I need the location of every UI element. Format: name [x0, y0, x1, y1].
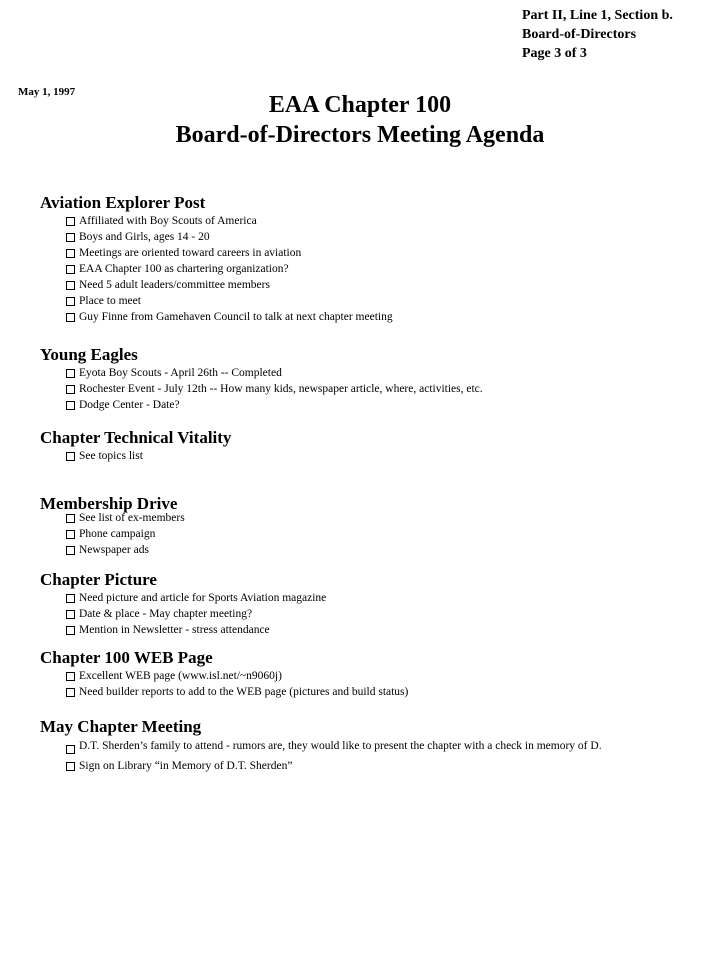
section-membership-drive	[40, 494, 700, 558]
list-item: Date & place - May chapter meeting?	[66, 606, 700, 622]
checkbox-icon	[66, 745, 75, 754]
checkbox-icon	[66, 233, 75, 242]
section-heading: Chapter Technical Vitality	[40, 428, 232, 447]
header-board-label: Board-of-Directors	[522, 27, 637, 42]
checkbox-icon	[66, 297, 75, 306]
checkbox-icon	[66, 313, 75, 322]
list-item: See list of ex-members	[66, 510, 700, 526]
checkbox-icon	[66, 762, 75, 771]
document-date: May 1, 1997	[18, 86, 76, 98]
section-chapter-technical-vitality	[40, 428, 700, 464]
list-item: Phone campaign	[66, 526, 700, 542]
list-item: Affiliated with Boy Scouts of America	[66, 213, 700, 229]
checkbox-icon	[66, 610, 75, 619]
item-list	[40, 668, 700, 700]
checkbox-icon	[66, 385, 75, 394]
checkbox-icon	[66, 514, 75, 523]
page-header-block	[522, 6, 673, 63]
list-item: Mention in Newsletter - stress attendance	[66, 622, 700, 638]
list-item: D.T. Sherden’s family to attend - rumors are, they would like to present the chapter with a check in memory of D.	[66, 741, 700, 752]
section-heading: Chapter 100 WEB Page	[40, 648, 213, 667]
item-list	[40, 590, 700, 638]
list-item: Meetings are oriented toward careers in aviation	[66, 245, 700, 261]
section-heading: Chapter Picture	[40, 570, 157, 589]
checkbox-icon	[66, 452, 75, 461]
checkbox-icon	[66, 672, 75, 681]
checkbox-icon	[66, 369, 75, 378]
section-aviation-explorer-post	[40, 193, 700, 325]
item-list	[40, 741, 700, 774]
list-item: Eyota Boy Scouts - April 26th -- Completed	[66, 365, 700, 381]
checkbox-icon	[66, 265, 75, 274]
checkbox-icon	[66, 594, 75, 603]
list-item: EAA Chapter 100 as chartering organization?	[66, 261, 700, 277]
checkbox-icon	[66, 626, 75, 635]
section-heading: May Chapter Meeting	[40, 717, 202, 736]
item-list	[40, 510, 700, 558]
list-item: Sign on Library “in Memory of D.T. Sherden”	[66, 758, 700, 774]
header-page-number: Page 3 of 3	[522, 46, 587, 61]
item-list	[40, 365, 700, 413]
section-heading: Young Eagles	[40, 345, 138, 364]
title-agenda: Board-of-Directors Meeting Agenda	[175, 122, 545, 148]
list-item: Rochester Event - July 12th -- How many kids, newspaper article, where, activities, etc.	[66, 381, 700, 397]
section-may-chapter-meeting	[40, 717, 700, 774]
document-title	[0, 90, 720, 150]
title-chapter: EAA Chapter 100	[268, 92, 452, 118]
list-item: Boys and Girls, ages 14 - 20	[66, 229, 700, 245]
list-item: Newspaper ads	[66, 542, 700, 558]
list-item: Need builder reports to add to the WEB page (pictures and build status)	[66, 684, 700, 700]
list-item: Excellent WEB page (www.isl.net/~n9060j)	[66, 668, 700, 684]
section-chapter-picture	[40, 570, 700, 638]
section-heading: Aviation Explorer Post	[40, 193, 206, 212]
section-chapter-web-page	[40, 648, 700, 700]
list-item: Guy Finne from Gamehaven Council to talk at next chapter meeting	[66, 309, 700, 325]
checkbox-icon	[66, 688, 75, 697]
list-item: See topics list	[66, 448, 700, 464]
list-item: Need 5 adult leaders/committee members	[66, 277, 700, 293]
checkbox-icon	[66, 217, 75, 226]
section-heading: Membership Drive	[40, 494, 178, 513]
header-section-ref: Part II, Line 1, Section b.	[522, 8, 673, 23]
list-item: Place to meet	[66, 293, 700, 309]
item-list	[40, 213, 700, 325]
item-list	[40, 448, 700, 464]
checkbox-icon	[66, 530, 75, 539]
checkbox-icon	[66, 401, 75, 410]
checkbox-icon	[66, 281, 75, 290]
checkbox-icon	[66, 546, 75, 555]
list-item: Dodge Center - Date?	[66, 397, 700, 413]
section-young-eagles	[40, 345, 700, 413]
checkbox-icon	[66, 249, 75, 258]
list-item: Need picture and article for Sports Aviation magazine	[66, 590, 700, 606]
